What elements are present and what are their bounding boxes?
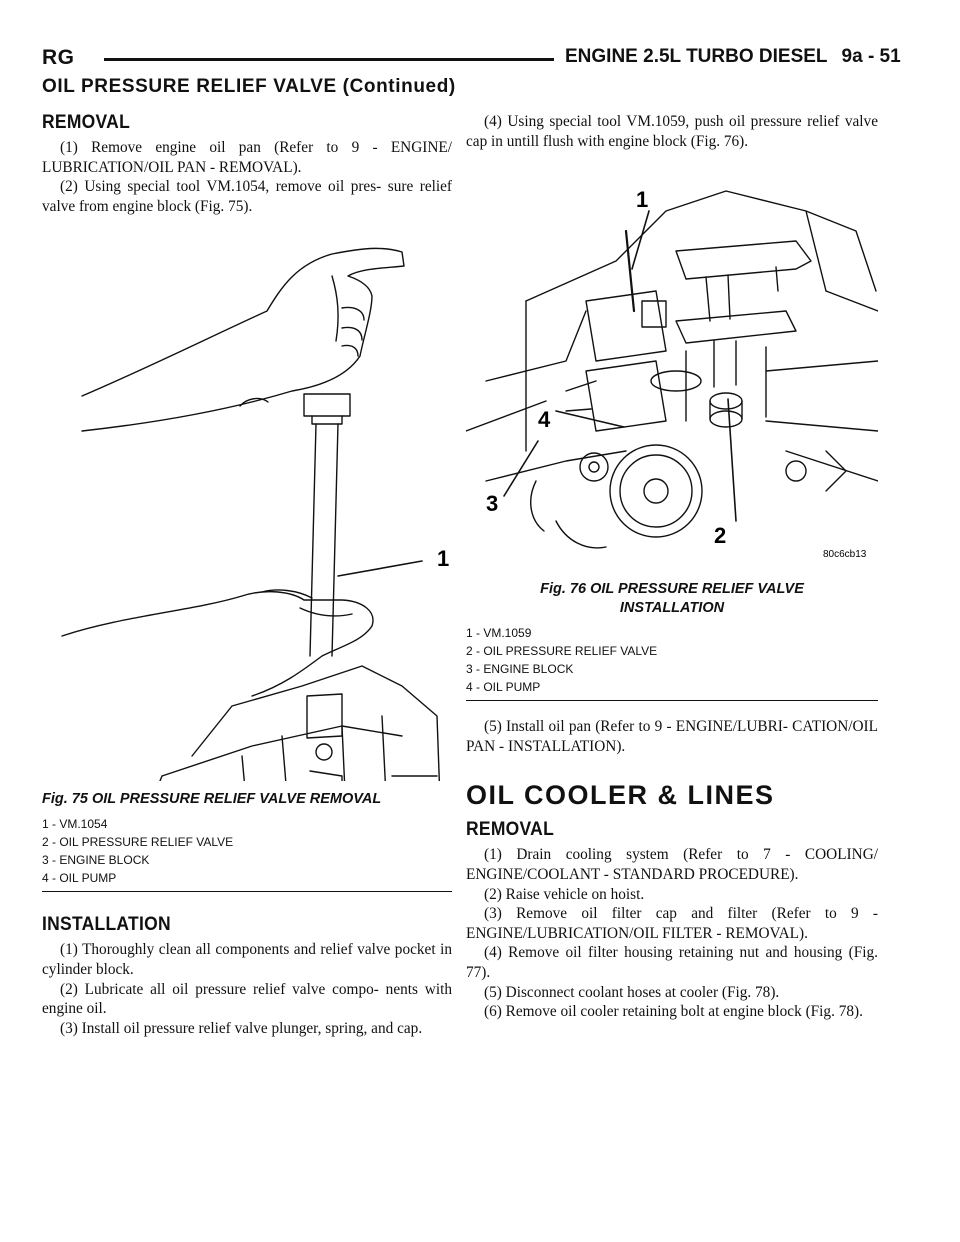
installation-step-1: (1) Thoroughly clean all components and relief valve pocket in cylinder block.: [42, 941, 452, 978]
installation-step-4: (4) Using special tool VM.1059, push oil pressure relief valve cap in untill flush with engine block (Fig. 76).: [466, 113, 878, 150]
fig76-legend: [466, 624, 878, 701]
page-number: 9a - 51: [841, 46, 901, 67]
fig75-legend-item: 3 - ENGINE BLOCK: [42, 853, 150, 868]
fig76-legend-item: 2 - OIL PRESSURE RELIEF VALVE: [466, 644, 658, 659]
fig76-legend-item: 3 - ENGINE BLOCK: [466, 662, 574, 677]
fig75-legend-item: 1 - VM.1054: [42, 817, 108, 832]
fig75-callout-1: 1: [437, 546, 450, 572]
installation-step-2: (2) Lubricate all oil pressure relief valve compo- nents with engine oil.: [42, 980, 452, 1018]
header-rule: [104, 58, 554, 61]
oil-cooler-step-5: (5) Disconnect coolant hoses at cooler (Fig. 78).: [484, 983, 780, 1001]
fig76-callout-2: 2: [714, 523, 727, 549]
figure-76-illustration: [466, 151, 878, 571]
fig75-legend-item: 4 - OIL PUMP: [42, 871, 117, 886]
fig76-caption-line1: Fig. 76 OIL PRESSURE RELIEF VALVE: [540, 581, 804, 598]
installation-step-5: (5) Install oil pan (Refer to 9 - ENGINE/LUBRI- CATION/OIL PAN - INSTALLATION).: [466, 718, 878, 755]
fig76-code: 80c6cb13: [823, 549, 867, 561]
installation-heading: INSTALLATION: [42, 914, 171, 936]
oil-cooler-step-6: (6) Remove oil cooler retaining bolt at engine block (Fig. 78).: [484, 1003, 863, 1021]
header-title-block: [565, 46, 901, 68]
oil-cooler-step-4: (4) Remove oil filter housing retaining nut and housing (Fig. 77).: [466, 944, 878, 981]
oil-cooler-step-1: (1) Drain cooling system (Refer to 7 - COOLING/ ENGINE/COOLANT - STANDARD PROCEDURE).: [466, 846, 878, 883]
oil-cooler-step-3: (3) Remove oil filter cap and filter (Refer to 9 - ENGINE/LUBRICATION/OIL FILTER - REMOVAL).: [466, 905, 878, 942]
fig76-legend-item: 1 - VM.1059: [466, 626, 532, 641]
installation-step-3: (3) Install oil pressure relief valve plunger, spring, and cap.: [60, 1019, 423, 1037]
fig76-callout-1: 1: [636, 187, 649, 213]
right-column: [466, 108, 878, 1022]
fig76-legend-item: 4 - OIL PUMP: [466, 680, 541, 695]
oil-cooler-step-2: (2) Raise vehicle on hoist.: [484, 885, 645, 903]
continued-title: OIL PRESSURE RELIEF VALVE (Continued): [42, 76, 456, 97]
header-section-code: RG: [42, 46, 75, 69]
figure-75: [42, 216, 452, 786]
fig76-callout-4: 4: [538, 407, 551, 433]
removal-heading: REMOVAL: [42, 112, 131, 133]
removal-step-1: (1) Remove engine oil pan (Refer to 9 - ENGINE/ LUBRICATION/OIL PAN - REMOVAL).: [42, 139, 452, 176]
oil-cooler-removal-heading: REMOVAL: [466, 819, 555, 841]
header-title: ENGINE 2.5L TURBO DIESEL: [565, 46, 828, 67]
removal-step-2: (2) Using special tool VM.1054, remove oil pres- sure relief valve from engine block (Fig. 75).: [42, 178, 452, 215]
figure-75-illustration: [42, 216, 452, 781]
fig75-legend-item: 2 - OIL PRESSURE RELIEF VALVE: [42, 835, 234, 850]
fig76-caption-line2: INSTALLATION: [619, 600, 725, 617]
left-column: [42, 108, 452, 1038]
fig76-callout-3: 3: [486, 491, 499, 517]
fig76-caption: [466, 580, 878, 618]
figure-76: [466, 151, 878, 576]
oil-cooler-heading: OIL COOLER & LINES: [466, 780, 775, 811]
fig75-caption: Fig. 75 OIL PRESSURE RELIEF VALVE REMOVAL: [42, 791, 382, 808]
fig75-legend: [42, 815, 452, 892]
